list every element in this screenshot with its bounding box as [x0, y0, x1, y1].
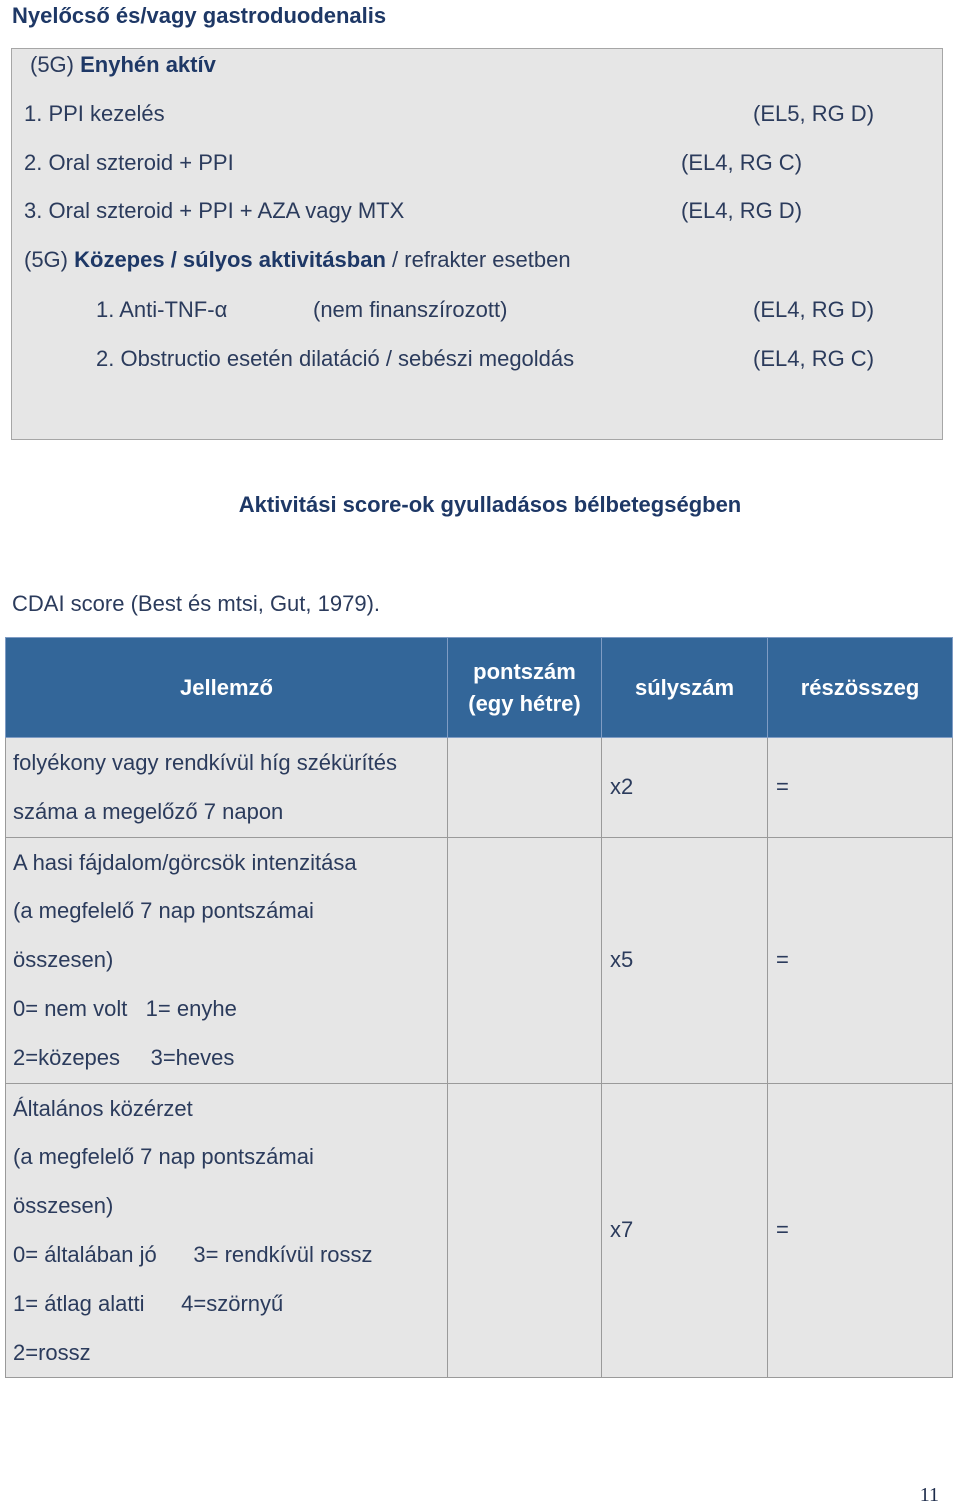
cdai-table [5, 637, 953, 1378]
header-feature: Jellemző [6, 638, 448, 738]
table-row [6, 738, 953, 838]
mild-item-1-ref: (EL5, RG D) [753, 101, 875, 126]
table-header-row [6, 638, 953, 738]
mild-item-2-ref: (EL4, RG C) [681, 150, 803, 175]
header-subtotal: részösszeg [768, 638, 953, 738]
points-cell[interactable] [448, 738, 602, 838]
feature-cell [6, 837, 448, 1083]
mild-item-3-ref: (EL4, RG D) [681, 198, 803, 223]
subtotal-cell: = [768, 837, 953, 1083]
header-points [448, 638, 602, 738]
mild-prefix: (5G) [30, 52, 74, 77]
weight-cell: x2 [602, 738, 768, 838]
weight-cell: x7 [602, 1083, 768, 1378]
points-cell[interactable] [448, 1083, 602, 1378]
table-row [6, 837, 953, 1083]
severe-heading [24, 247, 571, 273]
mild-item-3: 3. Oral szteroid + PPI + AZA vagy MTX [24, 198, 405, 223]
severe-item-1: 1. Anti-TNF-α [96, 297, 228, 322]
feature-cell [6, 738, 448, 838]
severe-item-2: 2. Obstructio esetén dilatáció / sebészi megoldás [96, 346, 575, 371]
points-cell[interactable] [448, 837, 602, 1083]
feature-line: 0= nem volt 1= enyhe [13, 995, 237, 1021]
feature-line: 0= általában jó 3= rendkívül rossz [13, 1241, 373, 1267]
feature-line: 1= átlag alatti 4=szörnyű [13, 1290, 284, 1316]
section-heading: Nyelőcső és/vagy gastroduodenalis [12, 3, 387, 28]
severe-title: Közepes / súlyos aktivitásban [74, 247, 386, 272]
header-weight: súlyszám [602, 638, 768, 738]
feature-line: száma a megelőző 7 napon [13, 798, 284, 824]
mild-item-1: 1. PPI kezelés [24, 101, 165, 126]
header-points-line2: (egy hétre) [468, 690, 581, 716]
header-points-line1: pontszám [473, 658, 576, 684]
weight-cell: x5 [602, 837, 768, 1083]
feature-line: összesen) [13, 947, 114, 973]
severe-item-1-note: (nem finanszírozott) [313, 297, 508, 322]
subtotal-cell: = [768, 1083, 953, 1378]
severe-prefix: (5G) [24, 247, 68, 272]
mild-title: Enyhén aktív [80, 52, 216, 77]
mild-heading [30, 52, 216, 78]
severe-suffix: / refrakter esetben [392, 247, 571, 272]
table-row [6, 1083, 953, 1378]
feature-line: (a megfelelő 7 nap pontszámai [13, 1144, 314, 1170]
mild-item-2: 2. Oral szteroid + PPI [24, 150, 234, 175]
page-number: 11 [919, 1484, 939, 1506]
severe-item-2-ref: (EL4, RG C) [753, 346, 875, 371]
feature-line: (a megfelelő 7 nap pontszámai [13, 898, 314, 924]
feature-line: A hasi fájdalom/görcsök intenzitása [13, 849, 357, 875]
subtotal-cell: = [768, 738, 953, 838]
feature-line: folyékony vagy rendkívül híg székürítés [13, 750, 397, 775]
feature-line: 2=rossz [13, 1339, 91, 1365]
severe-item-1-ref: (EL4, RG D) [753, 297, 875, 322]
section-title: Aktivitási score-ok gyulladásos bélbetegségben [238, 492, 742, 517]
feature-cell [6, 1083, 448, 1378]
feature-line: 2=közepes 3=heves [13, 1044, 235, 1070]
feature-line: összesen) [13, 1193, 114, 1219]
feature-line: Általános közérzet [13, 1095, 193, 1121]
cdai-caption: CDAI score (Best és mtsi, Gut, 1979). [12, 591, 381, 616]
